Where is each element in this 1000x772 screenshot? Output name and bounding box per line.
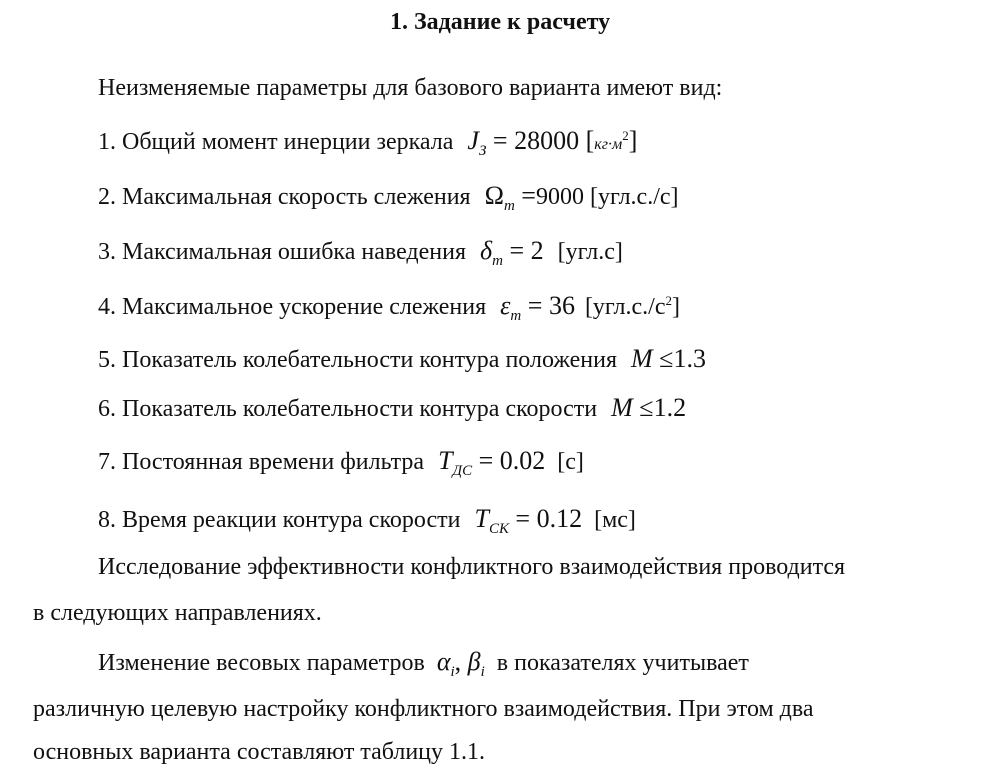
param-item-1 — [98, 126, 638, 159]
param-unit: [с] — [557, 449, 584, 475]
paragraph-2-text-a: Изменение весовых параметров — [98, 650, 425, 676]
section-title: 1. Задание к расчету — [389, 9, 611, 35]
param-relation: ≤ — [639, 393, 654, 422]
param-unit-b: м — [611, 136, 623, 153]
param-unit: [угл.с./с — [584, 294, 666, 320]
param-symbol-sub: m — [510, 308, 522, 324]
param-relation: = — [515, 504, 531, 533]
param-unit-power: 2 — [665, 293, 673, 308]
param-symbol: δ — [480, 236, 493, 265]
param-label: 2. Максимальная скорость слежения — [98, 184, 471, 210]
param-symbol: M — [631, 344, 653, 373]
alpha-symbol: α — [436, 647, 451, 676]
param-symbol-sub: СК — [488, 521, 509, 537]
param-relation: = — [521, 181, 536, 210]
param-relation: = — [478, 446, 494, 475]
param-symbol-sub: m — [492, 253, 503, 269]
param-value: 0.02 — [499, 446, 546, 475]
param-value: 9000 — [535, 184, 584, 210]
param-symbol: M — [611, 393, 633, 422]
param-relation: = — [509, 236, 525, 265]
param-value: 0.12 — [536, 504, 583, 533]
param-unit-close: ] — [628, 126, 638, 155]
param-label: 5. Показатель колебательности контура положения — [98, 347, 617, 373]
param-label: 7. Постоянная времени фильтра — [98, 449, 425, 475]
param-label: 3. Максимальная ошибка наведения — [98, 239, 466, 265]
param-symbol: ε — [500, 291, 511, 320]
param-unit-a: кг — [594, 136, 608, 153]
param-unit-open: [ — [585, 126, 595, 155]
param-relation: ≤ — [659, 344, 674, 373]
alpha-sub: i — [450, 664, 455, 680]
param-symbol: J — [467, 126, 479, 155]
param-item-5 — [98, 346, 706, 372]
param-symbol: Ω — [484, 181, 504, 210]
param-item-8 — [98, 504, 636, 537]
param-symbol: T — [438, 446, 453, 475]
paragraph-1-line-2: в следующих направлениях. — [33, 600, 322, 626]
param-unit-power: 2 — [622, 128, 629, 143]
param-item-7 — [98, 446, 584, 479]
param-label: 1. Общий момент инерции зеркала — [98, 129, 454, 155]
beta-symbol: β — [467, 647, 481, 676]
param-value: 1.3 — [673, 344, 706, 373]
param-value: 2 — [530, 236, 544, 265]
paragraph-2-line-3: основных варианта составляют таблицу 1.1. — [33, 739, 486, 765]
intro-text: Неизменяемые параметры для базового варианта имеют вид: — [98, 75, 723, 101]
beta-sub: i — [480, 664, 485, 680]
param-unit: [угл.с./с] — [589, 184, 679, 210]
param-symbol: T — [474, 504, 489, 533]
param-unit: [угл.с] — [557, 239, 623, 265]
param-unit: [мс] — [594, 507, 636, 533]
paragraph-2-line-1 — [98, 647, 749, 680]
param-unit-close: ] — [672, 294, 681, 320]
paragraph-2-text-b: в показателях учитывает — [496, 650, 749, 676]
param-label: 8. Время реакции контура скорости — [98, 507, 461, 533]
param-symbol-sub: m — [503, 198, 515, 214]
param-label: 6. Показатель колебательности контура скорости — [98, 396, 598, 422]
param-symbol-sub: З — [478, 143, 487, 159]
param-value: 1.2 — [653, 393, 687, 422]
param-relation: = — [527, 291, 543, 320]
param-item-4 — [98, 291, 681, 324]
param-unit-dot: · — [607, 136, 612, 153]
param-item-3 — [98, 236, 623, 269]
symbol-separator: , — [454, 647, 462, 676]
param-label: 4. Максимальное ускорение слежения — [98, 294, 487, 320]
param-symbol-sub: ДС — [452, 463, 473, 479]
param-item-6 — [98, 395, 686, 421]
paragraph-2-line-2: различную целевую настройку конфликтного взаимодействия. При этом два — [33, 696, 814, 722]
param-item-2 — [98, 181, 679, 214]
paragraph-1-line-1: Исследование эффективности конфликтного взаимодействия проводится — [98, 554, 846, 580]
param-value: 28000 — [514, 126, 580, 155]
param-value: 36 — [548, 291, 575, 320]
param-relation: = — [492, 126, 508, 155]
